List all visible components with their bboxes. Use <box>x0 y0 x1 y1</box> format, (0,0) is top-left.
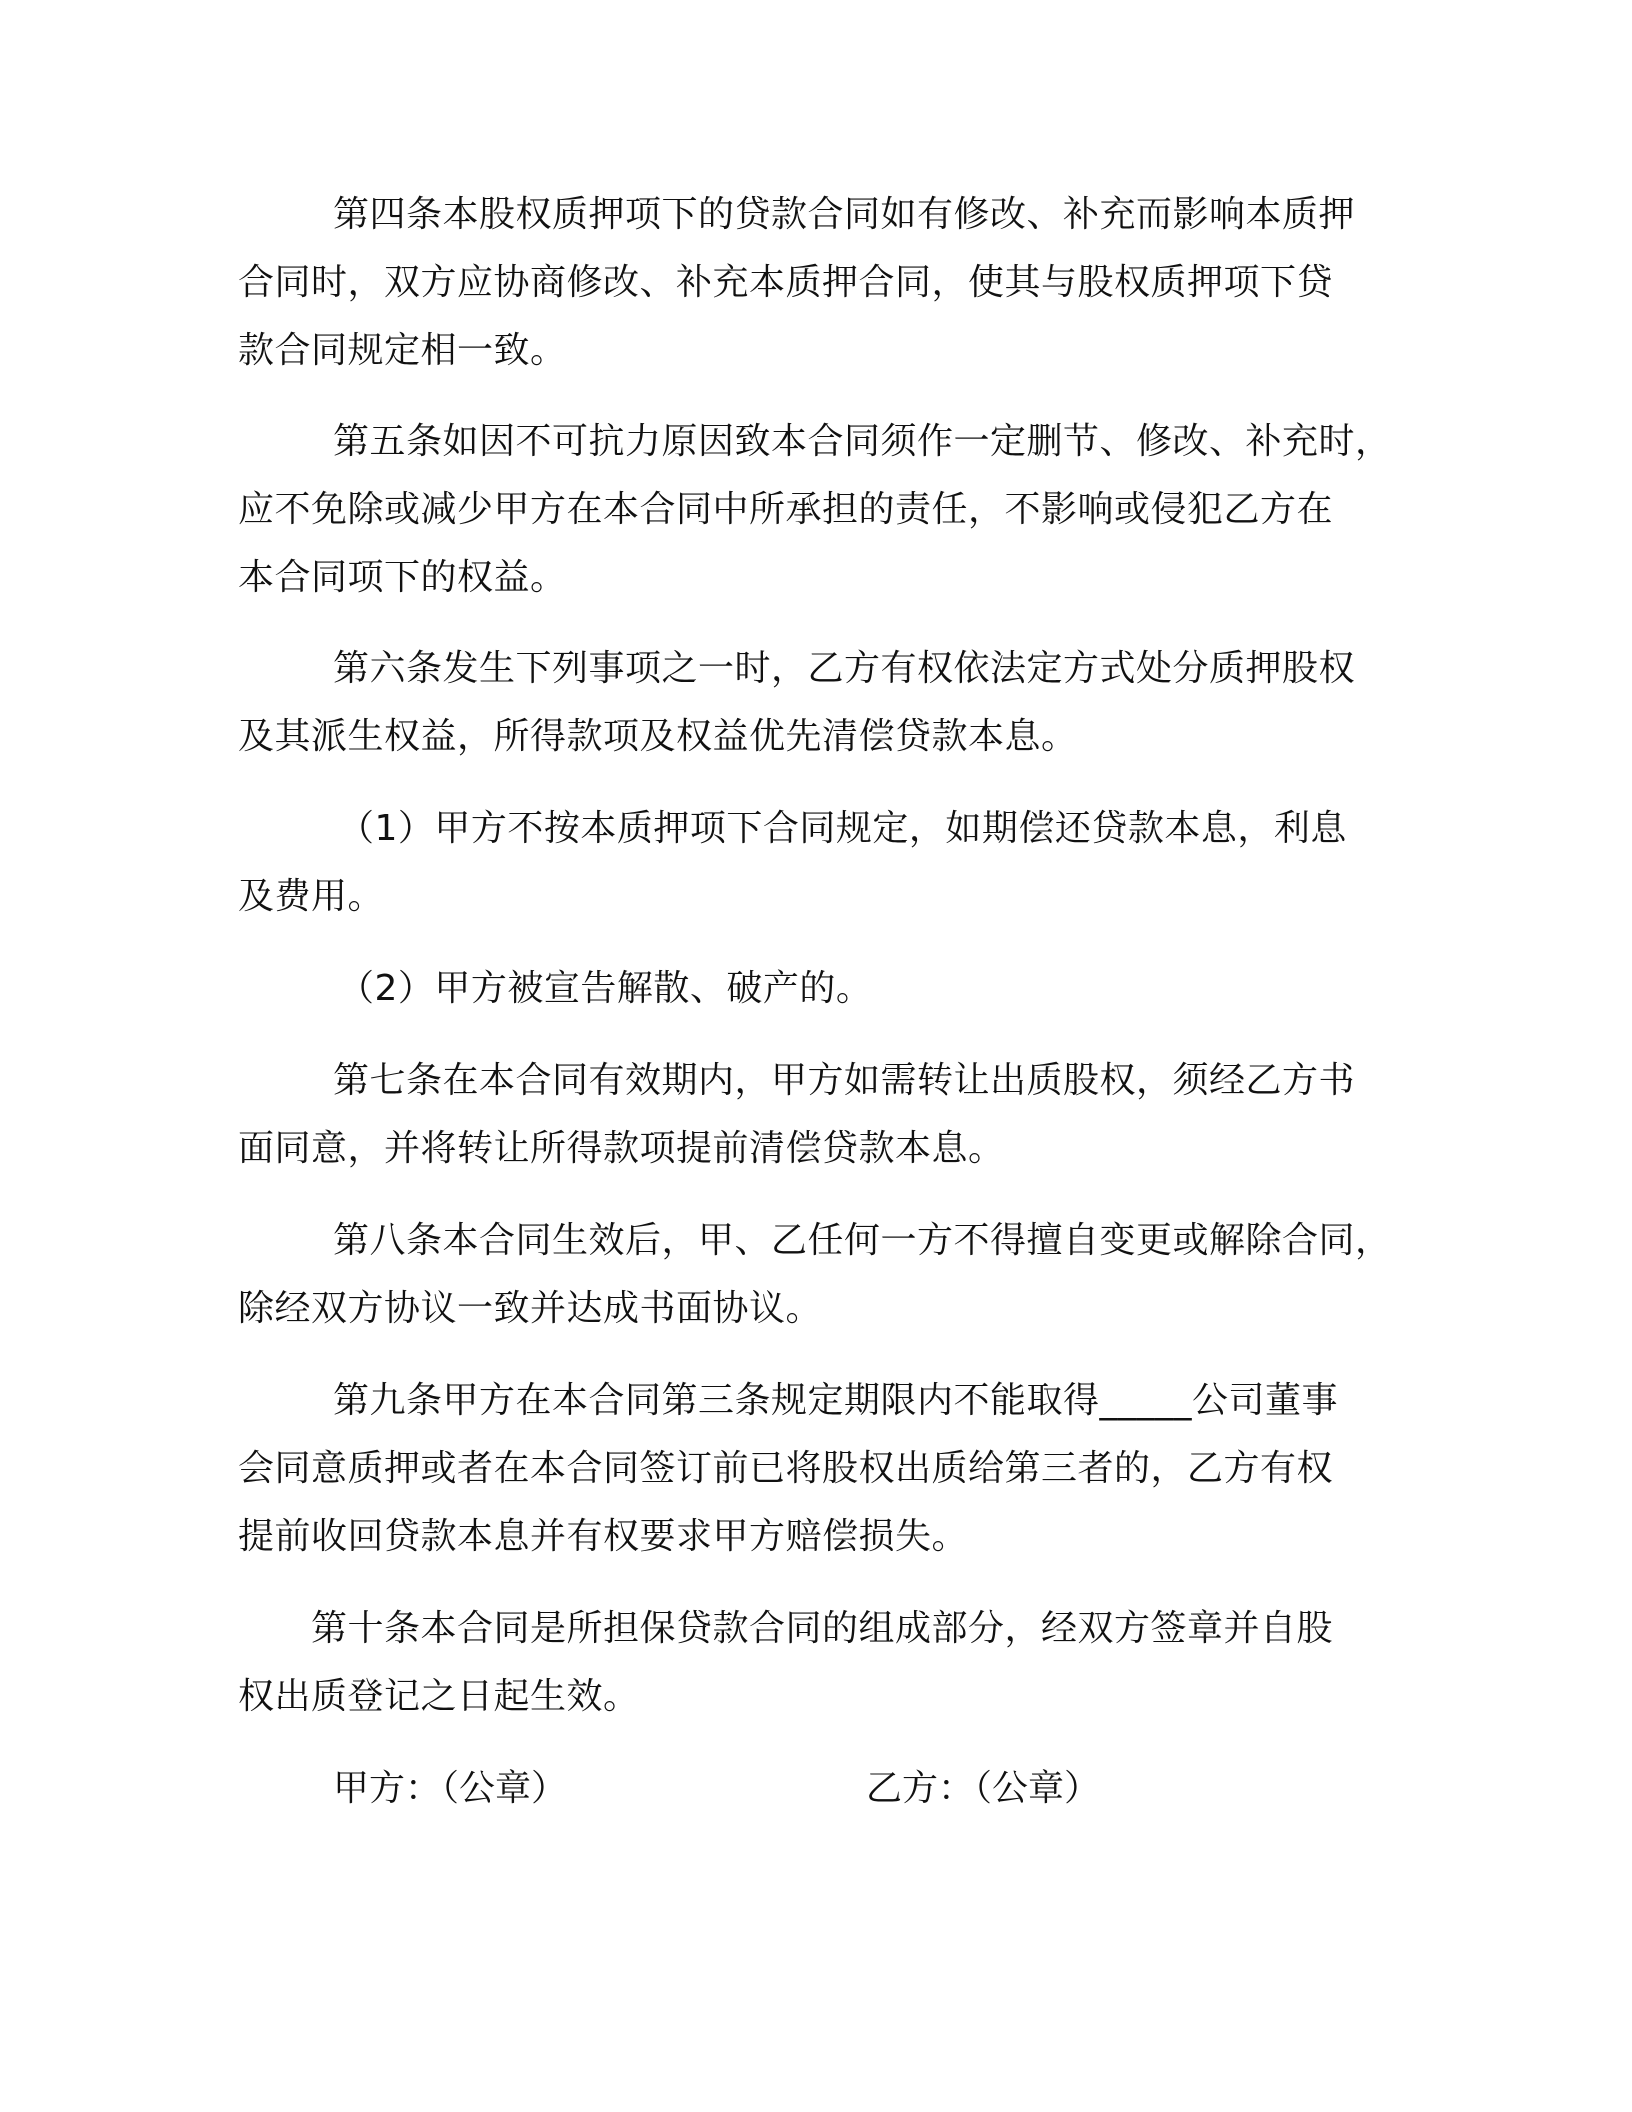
party-b-signature: 乙方：（公章） <box>866 1768 1101 1809</box>
article-9-line-2: 会同意质押或者在本合同签订前已将股权出质给第三者的，乙方有权 <box>238 1448 1334 1489</box>
article-10-line-2: 权出质登记之日起生效。 <box>238 1676 640 1717</box>
article-4-line-2: 合同时，双方应协商修改、补充本质押合同，使其与股权质押项下贷 <box>238 262 1334 303</box>
article-10-line-1: 第十条本合同是所担保贷款合同的组成部分，经双方签章并自股 <box>311 1608 1334 1649</box>
article-5-line-2: 应不免除或减少甲方在本合同中所承担的责任，不影响或侵犯乙方在 <box>238 489 1334 530</box>
article-8-line-2: 除经双方协议一致并达成书面协议。 <box>238 1288 823 1329</box>
article-9-line-1: 第九条甲方在本合同第三条规定期限内不能取得_____公司董事 <box>333 1380 1339 1421</box>
article-4-line-1: 第四条本股权质押项下的贷款合同如有修改、补充而影响本质押 <box>333 194 1356 235</box>
article-8-line-1: 第八条本合同生效后，甲、乙任何一方不得擅自变更或解除合同， <box>333 1220 1392 1261</box>
article-9-line-3: 提前收回贷款本息并有权要求甲方赔偿损失。 <box>238 1516 969 1557</box>
article-7-line-1: 第七条在本合同有效期内，甲方如需转让出质股权，须经乙方书 <box>333 1060 1356 1101</box>
article-5-line-1: 第五条如因不可抗力原因致本合同须作一定删节、修改、补充时， <box>333 421 1392 462</box>
article-6-line-2: 及其派生权益，所得款项及权益优先清偿贷款本息。 <box>238 716 1078 757</box>
item-2-line-1: （2）甲方被宣告解散、破产的。 <box>338 968 873 1009</box>
party-a-signature: 甲方：（公章） <box>333 1768 568 1809</box>
item-1-line-1: （1）甲方不按本质押项下合同规定，如期偿还贷款本息，利息 <box>338 808 1347 849</box>
article-6-line-1: 第六条发生下列事项之一时，乙方有权依法定方式处分质押股权 <box>333 648 1356 689</box>
item-1-line-2: 及费用。 <box>238 876 385 917</box>
article-7-line-2: 面同意，并将转让所得款项提前清偿贷款本息。 <box>238 1128 1005 1169</box>
article-4-line-3: 款合同规定相一致。 <box>238 330 567 371</box>
article-5-line-3: 本合同项下的权益。 <box>238 557 567 598</box>
